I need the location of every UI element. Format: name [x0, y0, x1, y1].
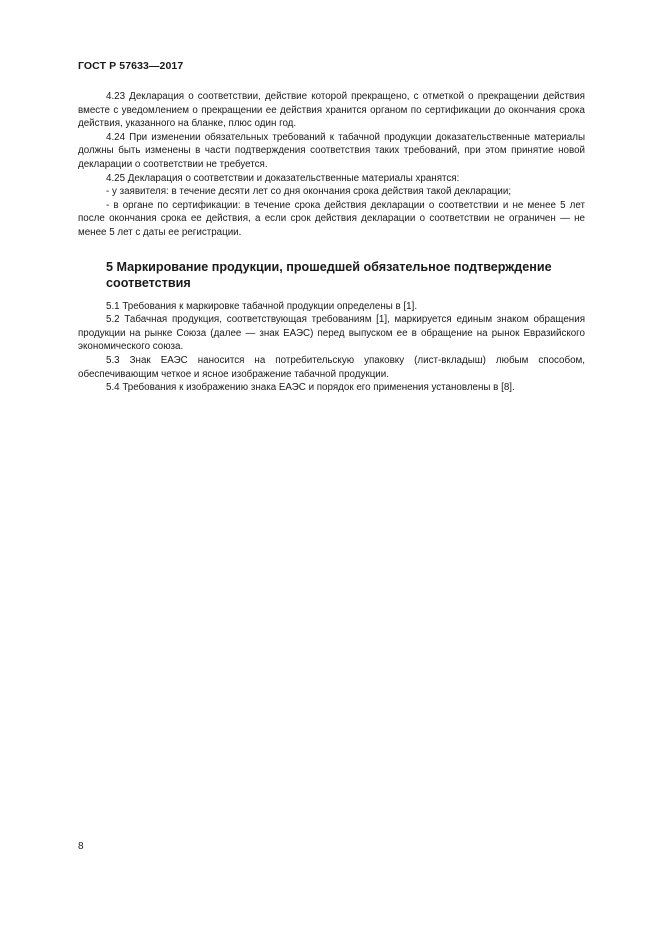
paragraph-4-24: 4.24 При изменении обязательных требований к табачной продукции доказательственные материалы должны быть изменены в части подтверждения соответствия таких требований, при этом принятие новой декларации о соответствии не требуется. — [78, 131, 585, 170]
paragraph-5-4: 5.4 Требования к изображению знака ЕАЭС и порядок его применения установлены в [8]. — [106, 382, 515, 394]
page-content — [78, 90, 585, 395]
page-number: 8 — [78, 841, 84, 852]
paragraph-4-23: 4.23 Декларация о соответствии, действие которой прекращено, с отметкой о прекращении действия вместе с уведомлением о прекращении ее действия хранится органом по сертификации до окончания срока действия, указанного на бланке, плюс один год. — [78, 91, 585, 130]
paragraph-5-3: 5.3 Знак ЕАЭС наносится на потребительскую упаковку (лист-вкладыш) любым способом, обеспечивающим четкое и ясное изображение табачной продукции. — [78, 354, 585, 380]
paragraph-5-1: 5.1 Требования к маркировке табачной продукции определены в [1]. — [106, 300, 418, 312]
list-item-applicant: - у заявителя: в течение десяти лет со дня окончания срока действия такой декларации; — [106, 186, 512, 198]
paragraph-4-25: 4.25 Декларация о соответствии и доказательственные материалы хранятся: — [106, 172, 460, 184]
paragraph-5-2: 5.2 Табачная продукция, соответствующая требованиям [1], маркируется единым знаком обращения продукции на рынке Союза (далее — знак ЕАЭС) перед выпуском ее в обращение на рынок Евразийского экономического союза. — [78, 314, 585, 353]
standard-code-header: ГОСТ Р 57633—2017 — [78, 60, 184, 72]
list-item-certification-body: - в органе по сертификации: в течение срока действия декларации о соответствии и не менее 5 лет после окончания срока ее действия, а если срок действия декларации о соответствии не ограничен — не менее 5 лет с даты ее регистрации. — [78, 199, 585, 238]
section-5-title: 5 Маркирование продукции, прошедшей обязательное подтверждение соответствия — [106, 259, 552, 290]
